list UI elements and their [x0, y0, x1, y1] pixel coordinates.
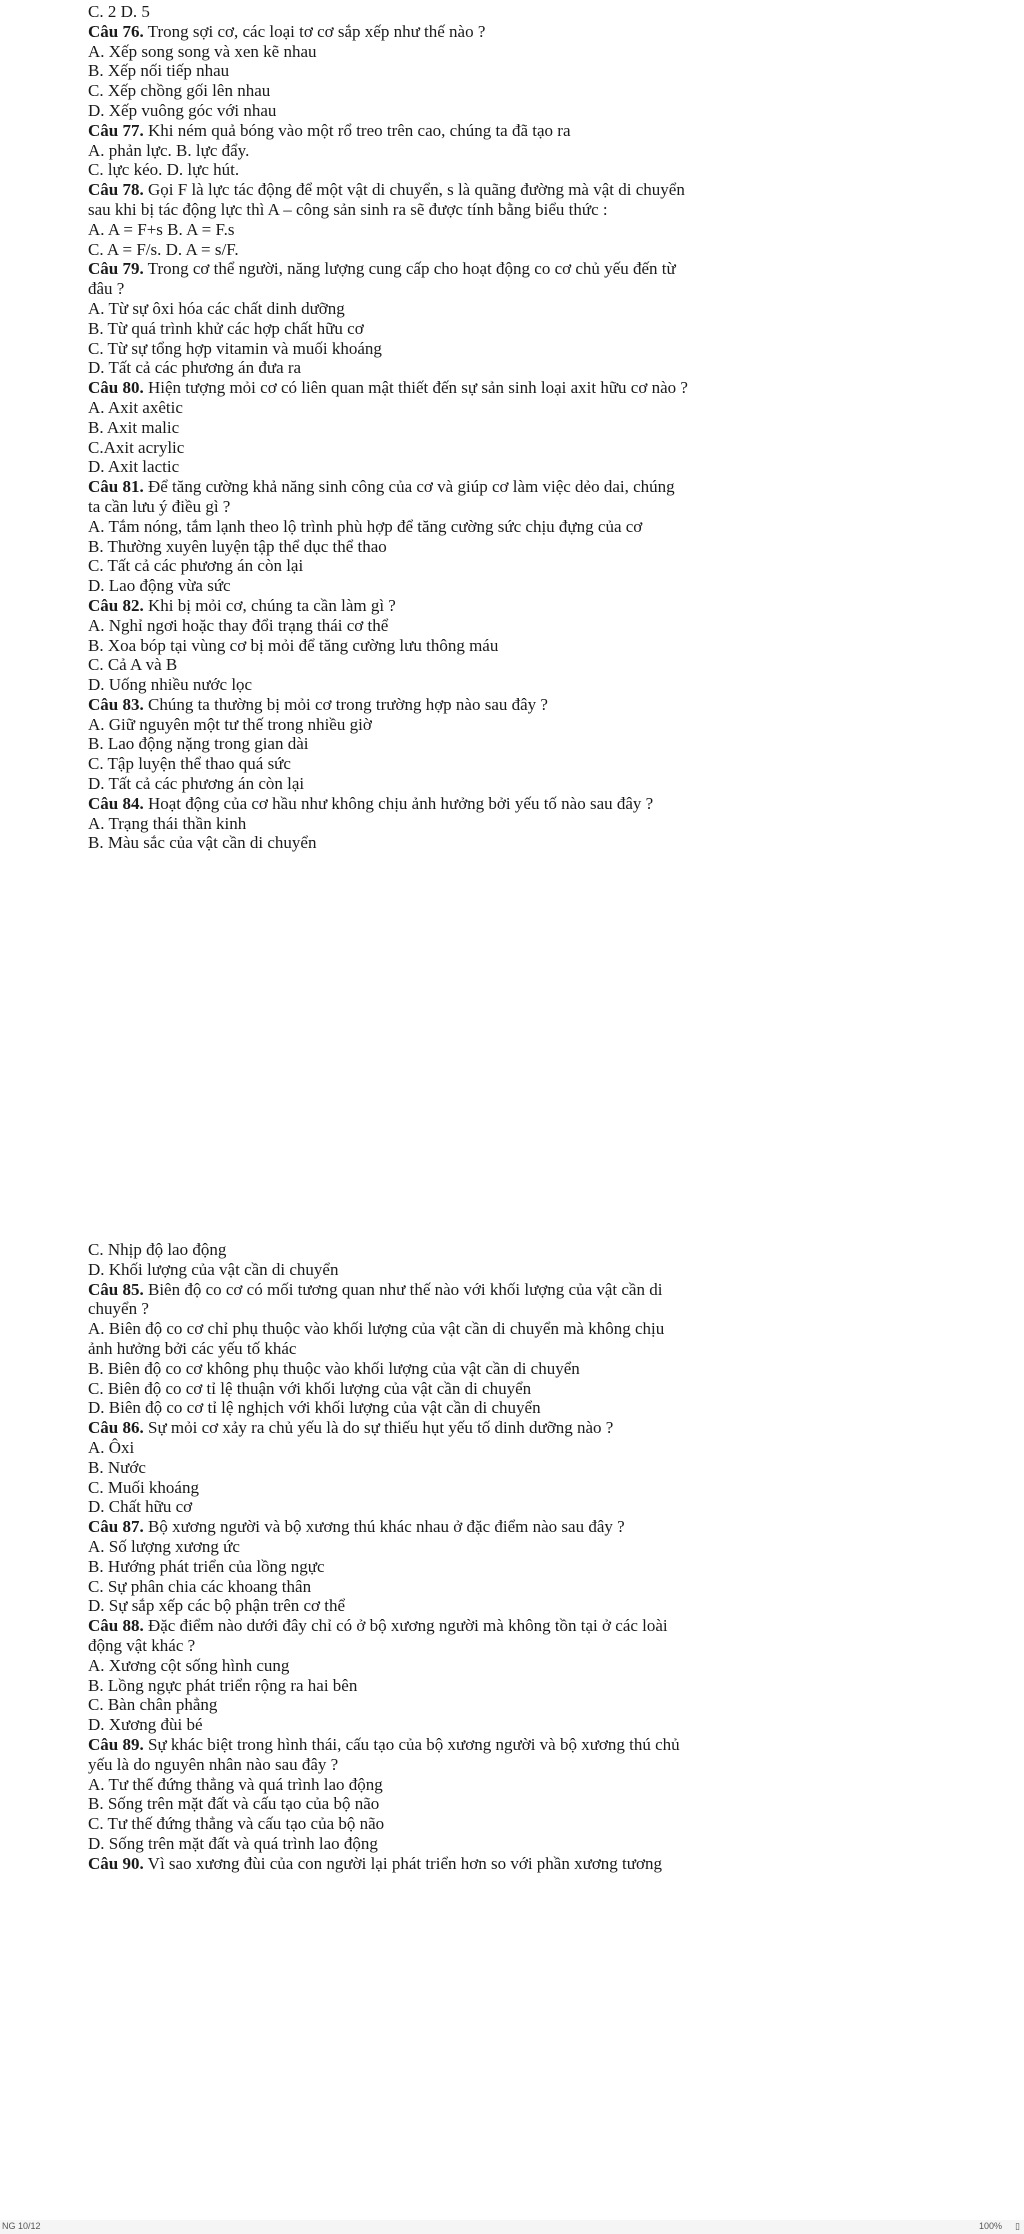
page-indicator: NG 10/12 [2, 2221, 41, 2231]
text-line: A. Giữ nguyên một tư thế trong nhiều giờ [88, 714, 372, 734]
text-line: B. Lồng ngực phát triển rộng ra hai bên [88, 1675, 358, 1695]
question-number: Câu 80. [88, 378, 144, 398]
text-line: B. Nước [88, 1457, 146, 1477]
question-line: Câu 78. Gọi F là lực tác động để một vật di chuyển, s là quãng đường mà vật di chuyển [88, 180, 685, 200]
text-line: động vật khác ? [88, 1635, 196, 1655]
text-line: B. Biên độ co cơ không phụ thuộc vào khối lượng của vật cần di chuyển [88, 1358, 580, 1378]
text-line: A. Xương cột sống hình cung [88, 1655, 290, 1675]
text-line: C. Tất cả các phương án còn lại [88, 556, 304, 576]
text-line: chuyển ? [88, 1299, 149, 1319]
text-line: C. lực kéo. D. lực hút. [88, 160, 240, 180]
text-line: D. Uống nhiều nước lọc [88, 675, 253, 695]
text-line: C. Tư thế đứng thẳng và cấu tạo của bộ não [88, 1814, 385, 1834]
text-line: A. Ôxi [88, 1437, 135, 1457]
text-line: C. Từ sự tổng hợp vitamin và muối khoáng [88, 338, 382, 358]
question-line: Câu 89. Sự khác biệt trong hình thái, cấu tạo của bộ xương người và bộ xương thú chủ [88, 1734, 680, 1754]
question-number: Câu 82. [88, 595, 144, 615]
viewer-status-bar [0, 2220, 1024, 2234]
text-line: đâu ? [88, 279, 125, 299]
text-line: B. Hướng phát triển của lồng ngực [88, 1556, 325, 1576]
question-line: Câu 84. Hoạt động của cơ hầu như không chịu ảnh hưởng bởi yếu tố nào sau đây ? [88, 793, 654, 813]
question-line: Câu 85. Biên độ co cơ có mối tương quan như thế nào với khối lượng của vật cần di [88, 1279, 663, 1299]
text-line: ảnh hưởng bởi các yếu tố khác [88, 1338, 297, 1358]
text-line: C. Xếp chồng gối lên nhau [88, 81, 271, 101]
text-line: C. Biên độ co cơ tỉ lệ thuận với khối lượng của vật cần di chuyển [88, 1378, 532, 1398]
question-number: Câu 77. [88, 120, 144, 140]
text-line: ta cần lưu ý điều gì ? [88, 496, 231, 516]
text-line: A. Tắm nóng, tắm lạnh theo lộ trình phù hợp để tăng cường sức chịu đựng của cơ [88, 516, 643, 536]
question-line: Câu 82. Khi bị mỏi cơ, chúng ta cần làm gì ? [88, 595, 396, 615]
question-line: Câu 87. Bộ xương người và bộ xương thú khác nhau ở đặc điểm nào sau đây ? [88, 1517, 625, 1537]
text-line: D. Sống trên mặt đất và quá trình lao động [88, 1833, 378, 1853]
text-line: C.Axit acrylic [88, 437, 185, 457]
text-line: D. Khối lượng của vật cần di chuyển [88, 1259, 339, 1279]
question-number: Câu 84. [88, 793, 144, 813]
question-number: Câu 86. [88, 1418, 144, 1438]
question-line: Câu 81. Để tăng cường khả năng sinh công của cơ và giúp cơ làm việc dẻo dai, chúng [88, 477, 675, 497]
question-line: Câu 76. Trong sợi cơ, các loại tơ cơ sắp xếp như thế nào ? [88, 21, 486, 41]
text-line: C. Cả A và B [88, 655, 178, 675]
text-line: C. Tập luyện thể thao quá sức [88, 754, 291, 774]
question-line: Câu 86. Sự mỏi cơ xảy ra chủ yếu là do sự thiếu hụt yếu tố dinh dưỡng nào ? [88, 1418, 614, 1438]
text-line: A. Xếp song song và xen kẽ nhau [88, 41, 317, 61]
text-line: A. Nghỉ ngơi hoặc thay đổi trạng thái cơ thể [88, 615, 389, 635]
zoom-level[interactable]: 100% [978, 2221, 1002, 2231]
fit-page-icon[interactable]: ▯ [1015, 2221, 1020, 2231]
text-line: D. Sự sắp xếp các bộ phận trên cơ thể [88, 1596, 346, 1616]
document-page-2 [0, 1228, 1024, 2222]
question-line: Câu 83. Chúng ta thường bị mỏi cơ trong trường hợp nào sau đây ? [88, 694, 548, 714]
question-number: Câu 76. [88, 21, 144, 41]
question-line: Câu 77. Khi ném quả bóng vào một rổ treo trên cao, chúng ta đã tạo ra [88, 120, 571, 140]
text-line: B. Xếp nối tiếp nhau [88, 61, 230, 81]
text-line: A. Từ sự ôxi hóa các chất dinh dưỡng [88, 298, 345, 318]
text-line: B. Từ quá trình khử các hợp chất hữu cơ [88, 318, 364, 338]
page-2-text [88, 1240, 1016, 1874]
text-line: A. Biên độ co cơ chỉ phụ thuộc vào khối lượng của vật cần di chuyển mà không chịu [88, 1319, 665, 1339]
question-number: Câu 85. [88, 1279, 144, 1299]
question-line: Câu 80. Hiện tượng mỏi cơ có liên quan mật thiết đến sự sản sinh loại axit hữu cơ nào ? [88, 378, 688, 398]
text-line: D. Chất hữu cơ [88, 1497, 193, 1517]
text-line: D. Tất cả các phương án còn lại [88, 774, 305, 794]
question-number: Câu 78. [88, 180, 144, 200]
question-number: Câu 87. [88, 1517, 144, 1537]
question-number: Câu 90. [88, 1853, 144, 1873]
text-line: D. Tất cả các phương án đưa ra [88, 358, 302, 378]
text-line: C. Muối khoáng [88, 1477, 199, 1497]
text-line: C. 2 D. 5 [88, 2, 150, 21]
text-line: D. Axit lactic [88, 457, 180, 477]
text-line: A. Axit axêtic [88, 397, 183, 417]
text-line: B. Lao động nặng trong gian dài [88, 734, 309, 754]
question-number: Câu 83. [88, 694, 144, 714]
text-line: D. Biên độ co cơ tỉ lệ nghịch với khối lượng của vật cần di chuyển [88, 1398, 541, 1418]
text-line: A. Tư thế đứng thẳng và quá trình lao động [88, 1774, 383, 1794]
text-line: yếu là do nguyên nhân nào sau đây ? [88, 1754, 339, 1774]
question-line: Câu 88. Đặc điểm nào dưới đây chỉ có ở bộ xương người mà không tồn tại ở các loài [88, 1616, 668, 1636]
text-line: A. phản lực. B. lực đẩy. [88, 140, 250, 160]
question-number: Câu 89. [88, 1734, 144, 1754]
page-1-text [88, 2, 1016, 853]
text-line: C. Bàn chân phẳng [88, 1695, 218, 1715]
text-line: C. Sự phân chia các khoang thân [88, 1576, 312, 1596]
text-line: B. Thường xuyên luyện tập thể dục thể thao [88, 536, 387, 556]
text-line: D. Xương đùi bé [88, 1715, 203, 1735]
text-line: A. Trạng thái thần kinh [88, 813, 247, 833]
text-line: D. Xếp vuông góc với nhau [88, 100, 277, 120]
question-line: Câu 79. Trong cơ thể người, năng lượng cung cấp cho hoạt động co cơ chủ yếu đến từ [88, 259, 676, 279]
page-gap [0, 1196, 1024, 1228]
text-line: D. Lao động vừa sức [88, 576, 231, 596]
text-line: B. Axit malic [88, 417, 180, 437]
text-line: sau khi bị tác động lực thì A – công sản sinh ra sẽ được tính bằng biểu thức : [88, 199, 608, 219]
question-line: Câu 90. Vì sao xương đùi của con người lại phát triển hơn so với phần xương tương [88, 1853, 662, 1873]
question-number: Câu 81. [88, 477, 144, 497]
text-line: B. Sống trên mặt đất và cấu tạo của bộ não [88, 1794, 380, 1814]
text-line: A. A = F+s B. A = F.s [88, 219, 235, 239]
question-number: Câu 88. [88, 1616, 144, 1636]
text-line: B. Xoa bóp tại vùng cơ bị mỏi để tăng cường lưu thông máu [88, 635, 499, 655]
text-line: C. Nhịp độ lao động [88, 1240, 227, 1259]
text-line: C. A = F/s. D. A = s/F. [88, 239, 239, 259]
question-number: Câu 79. [88, 259, 144, 279]
text-line: B. Màu sắc của vật cần di chuyển [88, 833, 317, 853]
text-line: A. Số lượng xương ức [88, 1536, 240, 1556]
